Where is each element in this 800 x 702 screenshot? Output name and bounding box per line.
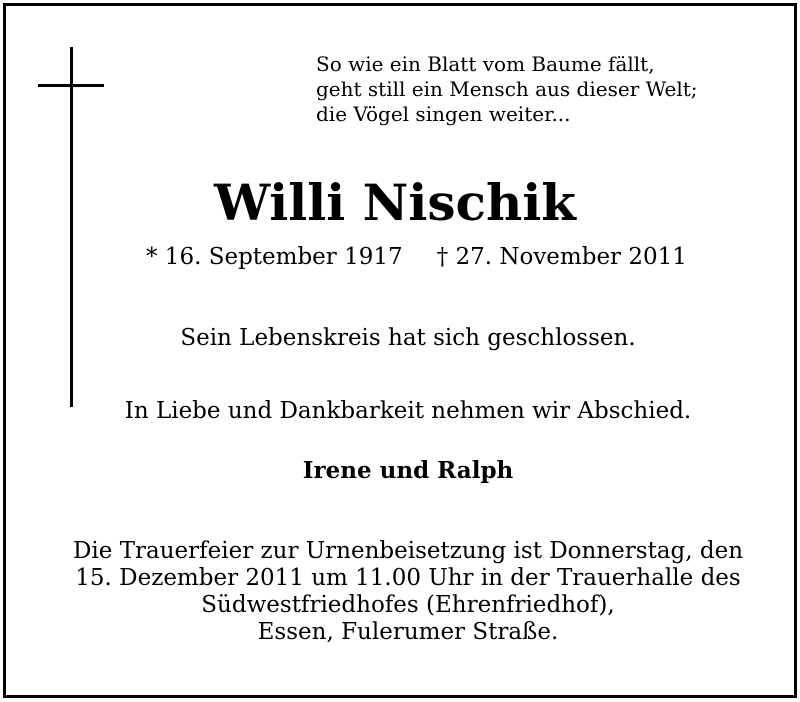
funeral-line: 15. Dezember 2011 um 11.00 Uhr in der Trauerhalle des <box>75 565 741 591</box>
cross-horizontal-bar <box>38 84 104 87</box>
death-date: † 27. November 2011 <box>436 244 687 270</box>
message-text: Sein Lebenskreis hat sich geschlossen. <box>180 325 636 351</box>
farewell-text: In Liebe und Dankbarkeit nehmen wir Abschied. <box>124 398 692 424</box>
funeral-line: Essen, Fulerumer Straße. <box>257 619 559 645</box>
funeral-line: Südwestfriedhofes (Ehrenfriedhof), <box>201 592 615 618</box>
poem-line: geht still ein Mensch aus dieser Welt; <box>316 77 698 101</box>
funeral-info <box>0 538 800 646</box>
deceased-name <box>0 170 800 236</box>
birth-date: * 16. September 1917 <box>146 244 403 270</box>
funeral-line: Die Trauerfeier zur Urnenbeisetzung ist Donnerstag, den <box>72 538 744 564</box>
signers: Irene und Ralph <box>302 457 514 484</box>
life-dates <box>146 242 687 272</box>
deceased-name-text: Willi Nischik <box>214 173 576 232</box>
poem <box>316 52 698 127</box>
poem-line: die Vögel singen weiter... <box>316 102 571 126</box>
poem-line: So wie ein Blatt vom Baume fällt, <box>316 52 655 76</box>
